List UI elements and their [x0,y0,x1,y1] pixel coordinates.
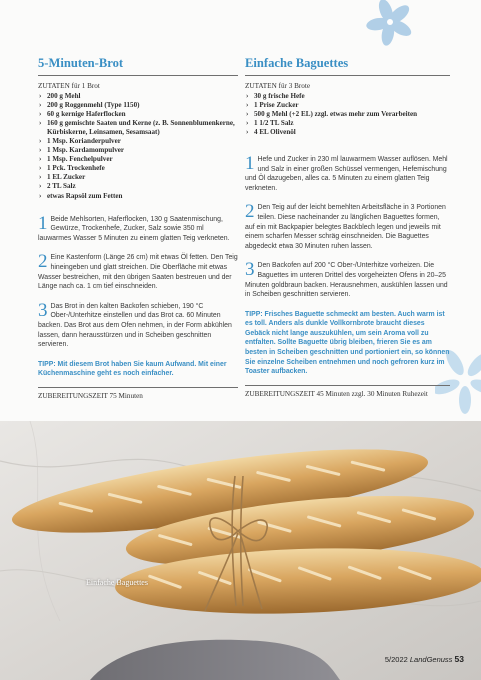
ingredient-item: › 200 g Mehl [38,92,238,101]
tip: TIPP: Mit diesem Brot haben Sie kaum Aufwand. Mit einer Küchenmaschine geht es noch einfacher. [38,360,227,378]
ingredient-item: › 1 Msp. Kardamompulver [38,146,238,155]
page-number: 53 [454,654,464,664]
tip: TIPP: Frisches Baguette schmeckt am besten. Auch warm ist es toll. Anders als dunkle Vollkornbrote braucht dieses Gebäck nicht lange auszukühlen, um sein Aroma voll zu entfalten. Sollte Baguette übrig bleiben, frieren Sie es am besten in Scheiben geschnitten und portioniert ein, so können Sie einzelne Scheiben entnehmen und noch gefroren kurz im Toaster aufbacken. [245,310,450,376]
ingredient-list [38,92,238,201]
recipe-5-minuten-brot [38,56,238,400]
baguettes-photo [0,421,481,680]
ingredient-item: › 30 g frische Hefe [245,92,450,101]
steps [38,212,238,350]
step-number: 3 [38,299,48,321]
step-text: Beide Mehlsorten, Haferflocken, 130 g Saatenmischung, Gewürze, Trockenhefe, Zucker, Salz sowie 350 ml lauwarmes Wasser 5 Minuten zu einem glatten Teig verkneten. [38,215,230,242]
step-number: 1 [38,212,48,234]
issue-number: 5/2022 [384,655,408,664]
ingredients-header: ZUTATEN für 1 Brot [38,82,100,90]
page-footer [385,654,464,664]
step [245,203,450,251]
flower-decoration-icon [360,0,420,50]
ingredient-item: › 1 1/2 TL Salz [245,119,450,128]
step-text: Den Backofen auf 200 °C Ober-/Unterhitze vorheizen. Die Baguettes im unteren Drittel des vorgeheizten Ofens in 20–25 Minuten goldbraun backen. Herausnehmen, auskühlen lassen und in Scheiben geschnitten servieren. [245,262,448,299]
step [38,299,238,350]
ingredients-header: ZUTATEN für 3 Brote [245,82,311,90]
step-text: Hefe und Zucker in 230 ml lauwarmem Wasser auflösen. Mehl und Salz in einer großen Schüssel vermengen, Hefemischung und Öl dazugeben, alles ca. 5 Minuten zu einem glatten Teig verkneten. [245,155,448,192]
prep-time: ZUBEREITUNGSZEIT 45 Minuten zzgl. 30 Minuten Ruhezeit [245,385,450,398]
step [38,212,238,244]
recipe-title: Einfache Baguettes [245,56,450,76]
step [38,253,238,291]
ingredient-item: › 160 g gemischte Saaten und Kerne (z. B. Sonnenblumenkerne, Kürbiskerne, Leinsamen, Sesamsaat) [38,119,238,137]
recipe-title: 5-Minuten-Brot [38,56,238,76]
ingredient-item: › 500 g Mehl (+2 EL) zzgl. etwas mehr zum Verarbeiten [245,110,450,119]
photo-caption: Einfache Baguettes [86,578,148,587]
recipe-einfache-baguettes [245,56,450,398]
ingredient-item: › 1 EL Zucker [38,173,238,182]
step [245,152,450,193]
ingredient-item: › 1 Msp. Fenchelpulver [38,155,238,164]
magazine-name: LandGenuss [409,655,453,664]
ingredient-item: › 1 Prise Zucker [245,101,450,110]
ingredient-item: › 1 Pck. Trockenhefe [38,164,238,173]
steps [245,152,450,300]
ingredient-item: › 2 TL Salz [38,182,238,191]
prep-time: ZUBEREITUNGSZEIT 75 Minuten [38,387,238,400]
ingredient-list [245,92,450,137]
step-text: Den Teig auf der leicht bemehlten Arbeitsfläche in 3 Portionen teilen. Diese nacheinander zu länglichen Baguettes formen, auf ein mit Backpapier belegtes Backblech legen und jeweils mit einem scharfen Messer schräg einschneiden. Die Baguettes abgedeckt etwa 30 Minuten ruhen lassen. [245,204,446,250]
step-text: Das Brot in den kalten Backofen schieben, 190 °C Ober-/Unterhitze einstellen und das Brot ca. 60 Minuten backen. Das Brot aus dem Ofen nehmen, in der Form abkühlen lassen, dann herausstürzen und in Scheiben geschnitten servieren. [38,302,232,349]
ingredient-item: › 1 Msp. Korianderpulver [38,137,238,146]
step [245,261,450,299]
step-text: Eine Kastenform (Länge 26 cm) mit etwas Öl fetten. Den Teig hineingeben und glatt streichen. Die Oberfläche mit etwas Wasser bestreichen, mit den übrigen Saaten bestreuen und der Länge nach ca. 1 cm tief einschneiden. [38,254,238,291]
step-number: 1 [245,152,255,174]
ingredient-item: › 60 g kernige Haferflocken [38,110,238,119]
ingredient-item: › 4 EL Olivenöl [245,128,450,137]
ingredient-item: › etwas Rapsöl zum Fetten [38,192,238,201]
step-number: 2 [38,251,48,273]
ingredient-item: › 200 g Roggenmehl (Type 1150) [38,101,238,110]
baguettes-image [0,421,481,680]
step-number: 2 [245,201,255,223]
step-number: 3 [245,259,255,281]
